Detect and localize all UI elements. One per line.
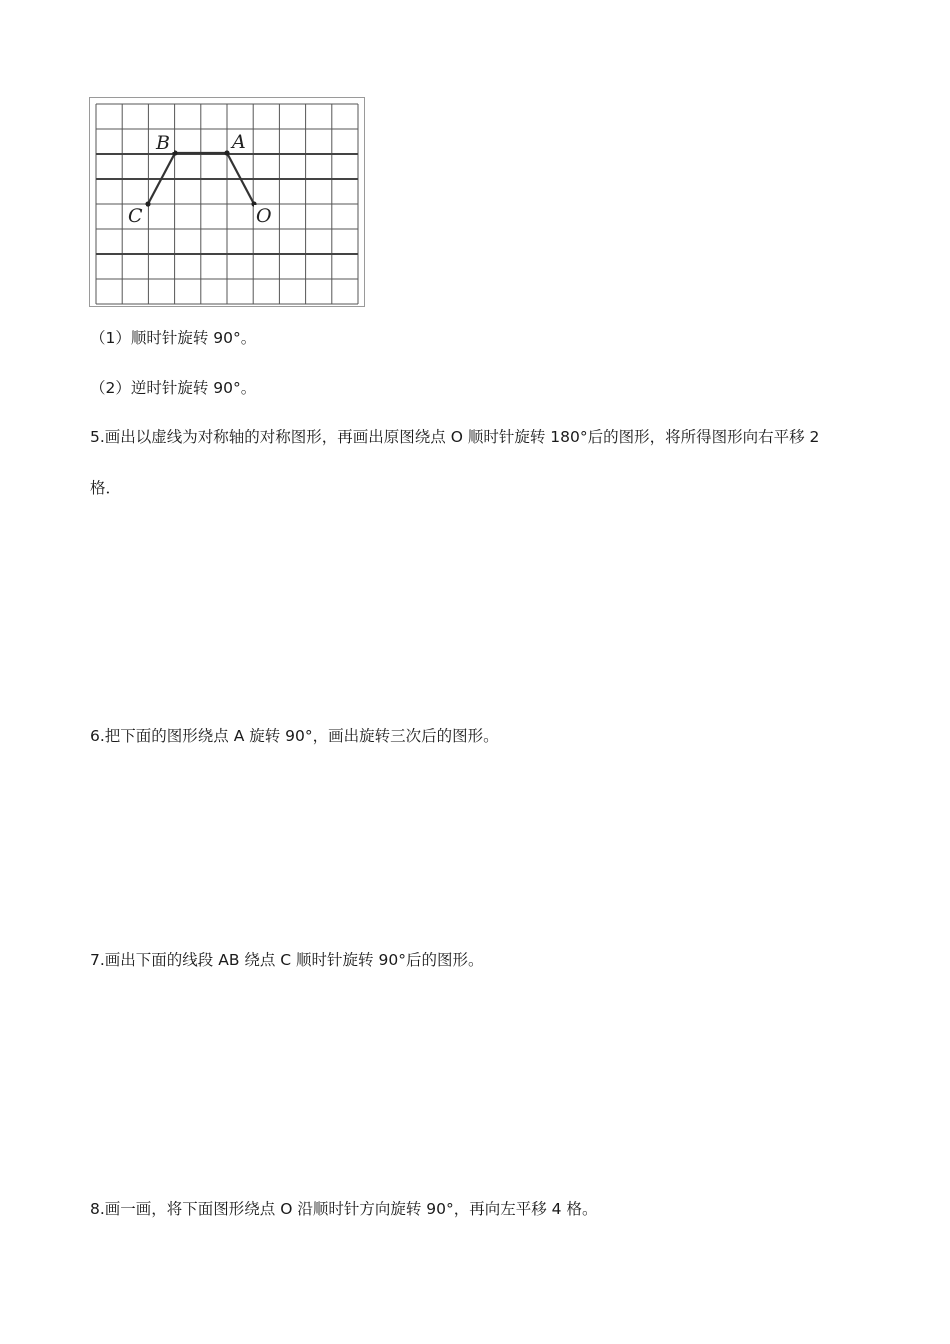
- rotation-grid-figure: [89, 97, 365, 307]
- question-5-text-continued: 格．: [90, 479, 122, 497]
- question-5-text: 5.画出以虚线为对称轴的对称图形，再画出原图绕点 O 顺时针旋转 180°后的图形，将所得图形向右平移 2: [90, 428, 820, 446]
- label-o: O: [256, 205, 272, 227]
- question-4-part-2: （2）逆时针旋转 90°。: [90, 379, 257, 397]
- label-b: B: [156, 132, 170, 154]
- question-4-part-1: （1）顺时针旋转 90°。: [90, 329, 257, 347]
- point-a-dot: [224, 150, 229, 155]
- grid-svg: [90, 98, 364, 306]
- grid-lines: [96, 104, 358, 304]
- label-c: C: [128, 205, 143, 227]
- point-c-dot: [145, 201, 150, 206]
- question-7-text: 7.画出下面的线段 AB 绕点 C 顺时针旋转 90°后的图形。: [90, 951, 484, 969]
- question-6-text: 6.把下面的图形绕点 A 旋转 90°，画出旋转三次后的图形。: [90, 727, 499, 745]
- question-8-text: 8.画一画，将下面图形绕点 O 沿顺时针方向旋转 90°，再向左平移 4 格。: [90, 1200, 598, 1218]
- label-a: A: [232, 131, 246, 153]
